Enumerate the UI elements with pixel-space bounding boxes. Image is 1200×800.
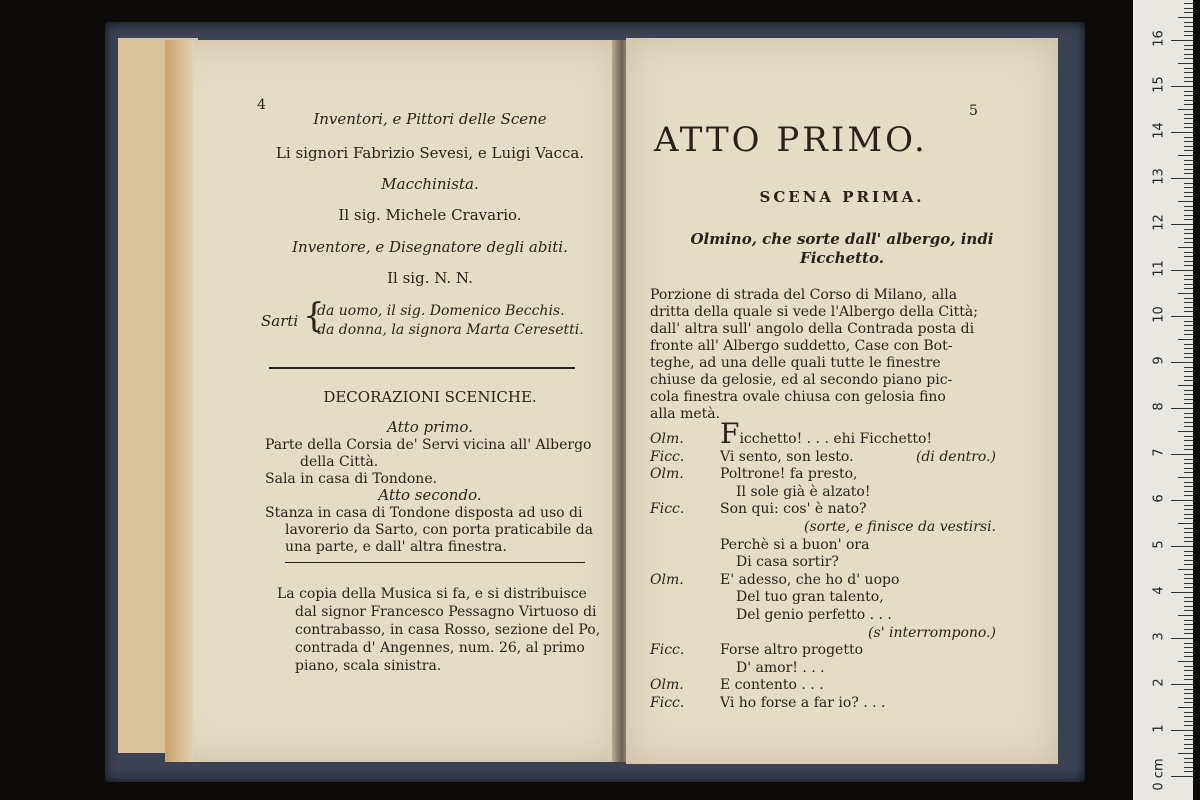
ruler-tick [1184,22,1193,23]
ruler-tick [1184,482,1193,483]
ruler-number: 16 [1151,30,1167,47]
ruler-tick [1184,196,1193,197]
ruler-tick [1184,449,1193,450]
ruler-tick [1178,293,1193,294]
ruler-tick [1184,541,1193,542]
ruler-tick [1184,725,1193,726]
ruler-tick [1184,463,1193,464]
characters-line: Olmino, che sorte dall' albergo, indi [690,230,994,248]
ruler-tick [1184,118,1193,119]
ruler-tick [1184,459,1193,460]
ruler-number: 6 [1151,494,1167,503]
ruler-tick [1184,376,1193,377]
ruler-tick [1184,219,1193,220]
ruler-tick [1184,330,1193,331]
ruler-tick [1184,426,1193,427]
ruler-number: 14 [1151,122,1167,139]
ruler-tick [1184,357,1193,358]
ruler-tick [1184,693,1193,694]
ruler-number: 0 cm [1151,758,1167,791]
speaker-label: Ficc. [650,501,685,518]
ruler-tick [1184,12,1193,13]
ruler-tick [1184,81,1193,82]
ruler-tick [1171,408,1193,409]
ruler-tick [1184,242,1193,243]
ruler-tick [1184,643,1193,644]
ruler-tick [1184,192,1193,193]
ruler-tick [1184,49,1193,50]
ruler-tick [1184,127,1193,128]
ruler-tick [1171,454,1193,455]
dialogue-line: Del tuo gran talento, [736,589,884,606]
sarti-label: Sarti [261,312,299,330]
ruler-tick [1184,72,1193,73]
ruler-tick [1171,592,1193,593]
ruler-tick [1184,95,1193,96]
ruler-tick [1184,288,1193,289]
speaker-label: Olm. [650,571,684,588]
ruler-tick [1184,610,1193,611]
credit-line: Macchinista. [381,175,479,193]
ruler-number: 4 [1151,586,1167,595]
ruler-tick [1184,712,1193,713]
ruler-tick [1171,546,1193,547]
ruler-tick [1184,601,1193,602]
act2-line: Stanza in casa di Tondone disposta ad uso di [265,505,583,521]
ruler-tick [1184,597,1193,598]
ruler-tick [1184,371,1193,372]
ruler-tick [1184,261,1193,262]
ruler-tick [1171,362,1193,363]
ruler-tick [1184,215,1193,216]
dialogue-line: Poltrone! fa presto, [720,466,858,483]
act2-line: una parte, e dall' altra finestra. [285,539,507,555]
setting-line: cola finestra ovale chiusa con gelosia fino [650,389,946,405]
ruler-tick [1184,367,1193,368]
credit-line: Li signori Fabrizio Sevesi, e Luigi Vacca. [275,144,585,162]
ruler-tick [1184,256,1193,257]
ruler-tick [1184,58,1193,59]
credit-line: Il sig. N. N. [387,269,473,287]
ruler-tick [1184,284,1193,285]
dialogue-line: Il sole già è alzato! [736,483,871,500]
ruler-tick [1184,574,1193,575]
ruler-tick [1171,40,1193,41]
ruler-tick [1178,753,1193,754]
ruler-number: 7 [1151,448,1167,457]
ruler-tick [1184,670,1193,671]
speaker-label: Olm. [650,466,684,483]
ruler-tick [1184,114,1193,115]
ruler-tick [1184,583,1193,584]
ruler-tick [1184,229,1193,230]
ruler-tick [1184,495,1193,496]
ruler-number: 13 [1151,168,1167,185]
right-page [626,38,1058,764]
act1-line: Parte della Corsia de' Servi vicina all' Albergo [265,437,592,453]
ruler-tick [1184,528,1193,529]
ruler-tick [1184,31,1193,32]
ruler-tick [1184,666,1193,667]
drop-cap: F [720,417,740,450]
ruler-tick [1184,206,1193,207]
stage-direction: (s' interrompono.) [868,624,996,641]
music-line: piano, scala sinistra. [295,658,442,674]
ruler-tick [1171,500,1193,501]
ruler-tick [1178,247,1193,248]
ruler-tick [1178,201,1193,202]
left-page [165,40,620,762]
ruler-tick [1184,436,1193,437]
ruler-tick [1184,587,1193,588]
ruler-tick [1178,615,1193,616]
ruler-tick [1184,150,1193,151]
ruler-tick [1184,348,1193,349]
dialogue-line: Son qui: cos' è nato? [720,501,867,518]
ruler-tick [1184,564,1193,565]
ruler-tick [1184,252,1193,253]
divider [285,562,585,563]
ruler-tick [1184,160,1193,161]
ruler-tick [1184,633,1193,634]
ruler-tick [1178,431,1193,432]
dialogue-line: Del genio perfetto . . . [736,607,892,623]
setting-line: alla metà. [650,406,721,422]
ruler-tick [1178,477,1193,478]
ruler-tick [1184,54,1193,55]
speaker-label: Olm. [650,677,684,694]
ruler-tick [1184,518,1193,519]
ruler-tick [1184,702,1193,703]
ruler-tick [1184,265,1193,266]
characters-line: Ficchetto. [800,249,884,267]
ruler-tick [1184,472,1193,473]
ruler-number: 11 [1151,260,1167,277]
ruler-tick [1184,532,1193,533]
ruler-tick [1178,63,1193,64]
ruler-tick [1184,334,1193,335]
speaker-label: Olm. [650,431,684,447]
ruler-tick [1184,325,1193,326]
ruler-tick [1184,123,1193,124]
ruler-tick [1184,380,1193,381]
ruler-tick [1184,137,1193,138]
speaker-label: Ficc. [650,642,685,659]
ruler-tick [1184,491,1193,492]
decorations-heading: DECORAZIONI SCENICHE. [323,388,537,406]
ruler-tick [1184,505,1193,506]
ruler-tick [1184,771,1193,772]
dialogue-line: E contento . . . [720,677,824,694]
dialogue-line: Vi ho forse a far io? . . . [720,695,886,711]
ruler-number: 10 [1151,306,1167,323]
ruler-tick [1171,638,1193,639]
ruler-tick [1184,560,1193,561]
dialogue-line: Di casa sortir? [736,554,839,571]
ruler-tick [1184,762,1193,763]
ruler-tick [1171,132,1193,133]
ruler-tick [1184,353,1193,354]
sarti-women: da donna, la signora Marta Ceresetti. [317,322,584,338]
setting-line: dall' altra sull' angolo della Contrada posta di [650,321,975,337]
ruler-tick [1184,390,1193,391]
ruler-tick [1171,730,1193,731]
act1-label: Atto primo. [387,418,473,436]
ruler-tick [1184,739,1193,740]
ruler-number: 1 [1151,724,1167,733]
speaker-label: Ficc. [650,448,685,465]
ruler-tick [1184,445,1193,446]
act-title: ATTO PRIMO. [654,120,928,160]
dialogue-line: Vi sento, son lesto. [720,448,854,465]
measuring-ruler [1133,0,1193,800]
ruler-tick [1184,100,1193,101]
ruler-tick [1184,307,1193,308]
ruler-tick [1178,385,1193,386]
ruler-tick [1184,233,1193,234]
ruler-tick [1184,698,1193,699]
ruler-tick [1184,689,1193,690]
ruler-tick [1171,684,1193,685]
ruler-tick [1184,555,1193,556]
ruler-tick [1184,652,1193,653]
ruler-tick [1184,744,1193,745]
brace: { [303,296,325,336]
ruler-tick [1184,45,1193,46]
act1-line: Sala in casa di Tondone. [265,471,438,487]
ruler-tick [1184,141,1193,142]
ruler-tick [1184,210,1193,211]
ruler-tick [1184,767,1193,768]
ruler-tick [1171,224,1193,225]
dialogue-line: E' adesso, che ho d' uopo [720,571,900,588]
ruler-tick [1184,537,1193,538]
setting-line: fronte all' Albergo suddetto, Case con Bot- [650,338,953,354]
ruler-tick [1184,298,1193,299]
music-line: dal signor Francesco Pessagno Virtuoso di [295,604,597,620]
ruler-tick [1184,758,1193,759]
ruler-tick [1184,509,1193,510]
ruler-tick [1184,3,1193,4]
stage-direction: (di dentro.) [915,448,996,465]
ruler-tick [1184,302,1193,303]
ruler-tick [1184,279,1193,280]
ruler-tick [1171,178,1193,179]
act2-line: lavorerio da Sarto, con porta praticabile da [285,522,594,538]
ruler-tick [1184,394,1193,395]
ruler-tick [1184,91,1193,92]
ruler-tick [1184,647,1193,648]
ruler-tick [1184,26,1193,27]
credit-line: Il sig. Michele Cravario. [338,206,522,224]
ruler-tick [1178,155,1193,156]
ruler-tick [1184,679,1193,680]
dialogue-line: Forse altro progetto [720,642,864,659]
ruler-number: 15 [1151,76,1167,93]
ruler-tick [1184,403,1193,404]
music-line: contrabasso, in casa Rosso, sezione del Po, [295,622,601,638]
ruler-tick [1178,17,1193,18]
ruler-tick [1184,417,1193,418]
ruler-tick [1184,164,1193,165]
ruler-tick [1184,422,1193,423]
ruler-tick [1171,776,1193,777]
ruler-tick [1184,716,1193,717]
ruler-tick [1184,551,1193,552]
sarti-men: da uomo, il sig. Domenico Becchis. [317,303,565,319]
ruler-tick [1178,569,1193,570]
ruler-tick [1184,578,1193,579]
ruler-tick [1171,270,1193,271]
act1-line: della Città. [300,454,379,470]
credit-line: Inventore, e Disegnatore degli abiti. [292,238,568,256]
speaker-label: Ficc. [650,695,685,711]
ruler-tick [1184,173,1193,174]
ruler-tick [1178,707,1193,708]
setting-line: Porzione di strada del Corso di Milano, alla [650,287,958,303]
ruler-tick [1184,8,1193,9]
ruler-tick [1184,675,1193,676]
dialogue-line: D' amor! . . . [736,659,825,676]
ruler-tick [1184,624,1193,625]
setting-line: teghe, ad una delle quali tutte le finestre [650,355,941,371]
ruler-number: 8 [1151,402,1167,411]
ruler-tick [1184,721,1193,722]
ruler-tick [1184,486,1193,487]
ruler-tick [1184,735,1193,736]
dialogue-line: Ficchetto! . . . ehi Ficchetto! [720,417,933,450]
ruler-tick [1184,183,1193,184]
ruler-tick [1171,316,1193,317]
ruler-tick [1171,86,1193,87]
music-line: La copia della Musica si fa, e si distribuisce [277,586,587,602]
scene-title: SCENA PRIMA. [759,188,925,206]
ruler-tick [1178,339,1193,340]
setting-line: dritta della quale si vede l'Albergo della Città; [650,304,978,320]
ruler-tick [1184,344,1193,345]
ruler-tick [1184,68,1193,69]
ruler-tick [1178,661,1193,662]
ruler-tick [1184,606,1193,607]
dialogue-line: Perchè si a buon' ora [720,536,870,553]
ruler-number: 3 [1151,632,1167,641]
ruler-tick [1184,399,1193,400]
ruler-number: 12 [1151,214,1167,231]
ruler-tick [1184,311,1193,312]
ruler-tick [1184,77,1193,78]
music-line: contrada d' Angennes, num. 26, al primo [295,640,585,656]
ruler-number: 5 [1151,540,1167,549]
ruler-tick [1184,169,1193,170]
ruler-number: 9 [1151,356,1167,365]
ruler-tick [1184,748,1193,749]
ruler-tick [1184,629,1193,630]
page-number: 4 [257,97,266,113]
ruler-number: 2 [1151,678,1167,687]
ruler-tick [1184,440,1193,441]
ruler-tick [1184,238,1193,239]
ruler-tick [1184,656,1193,657]
ruler-tick [1184,321,1193,322]
ruler-tick [1184,620,1193,621]
page-number: 5 [969,103,978,119]
ruler-tick [1184,413,1193,414]
act2-label: Atto secondo. [378,486,482,504]
ruler-tick [1178,523,1193,524]
ruler-tick [1184,514,1193,515]
ruler-tick [1184,35,1193,36]
stage-direction: (sorte, e finisce da vestirsi. [804,519,996,535]
ruler-tick [1184,104,1193,105]
ruler-tick [1184,187,1193,188]
ruler-tick [1184,275,1193,276]
ruler-tick [1184,468,1193,469]
ruler-tick [1178,109,1193,110]
divider [269,367,575,369]
ruler-tick [1184,146,1193,147]
setting-line: chiuse da gelosie, ed al secondo piano pic- [650,372,953,388]
credit-line: Inventori, e Pittori delle Scene [313,110,547,128]
